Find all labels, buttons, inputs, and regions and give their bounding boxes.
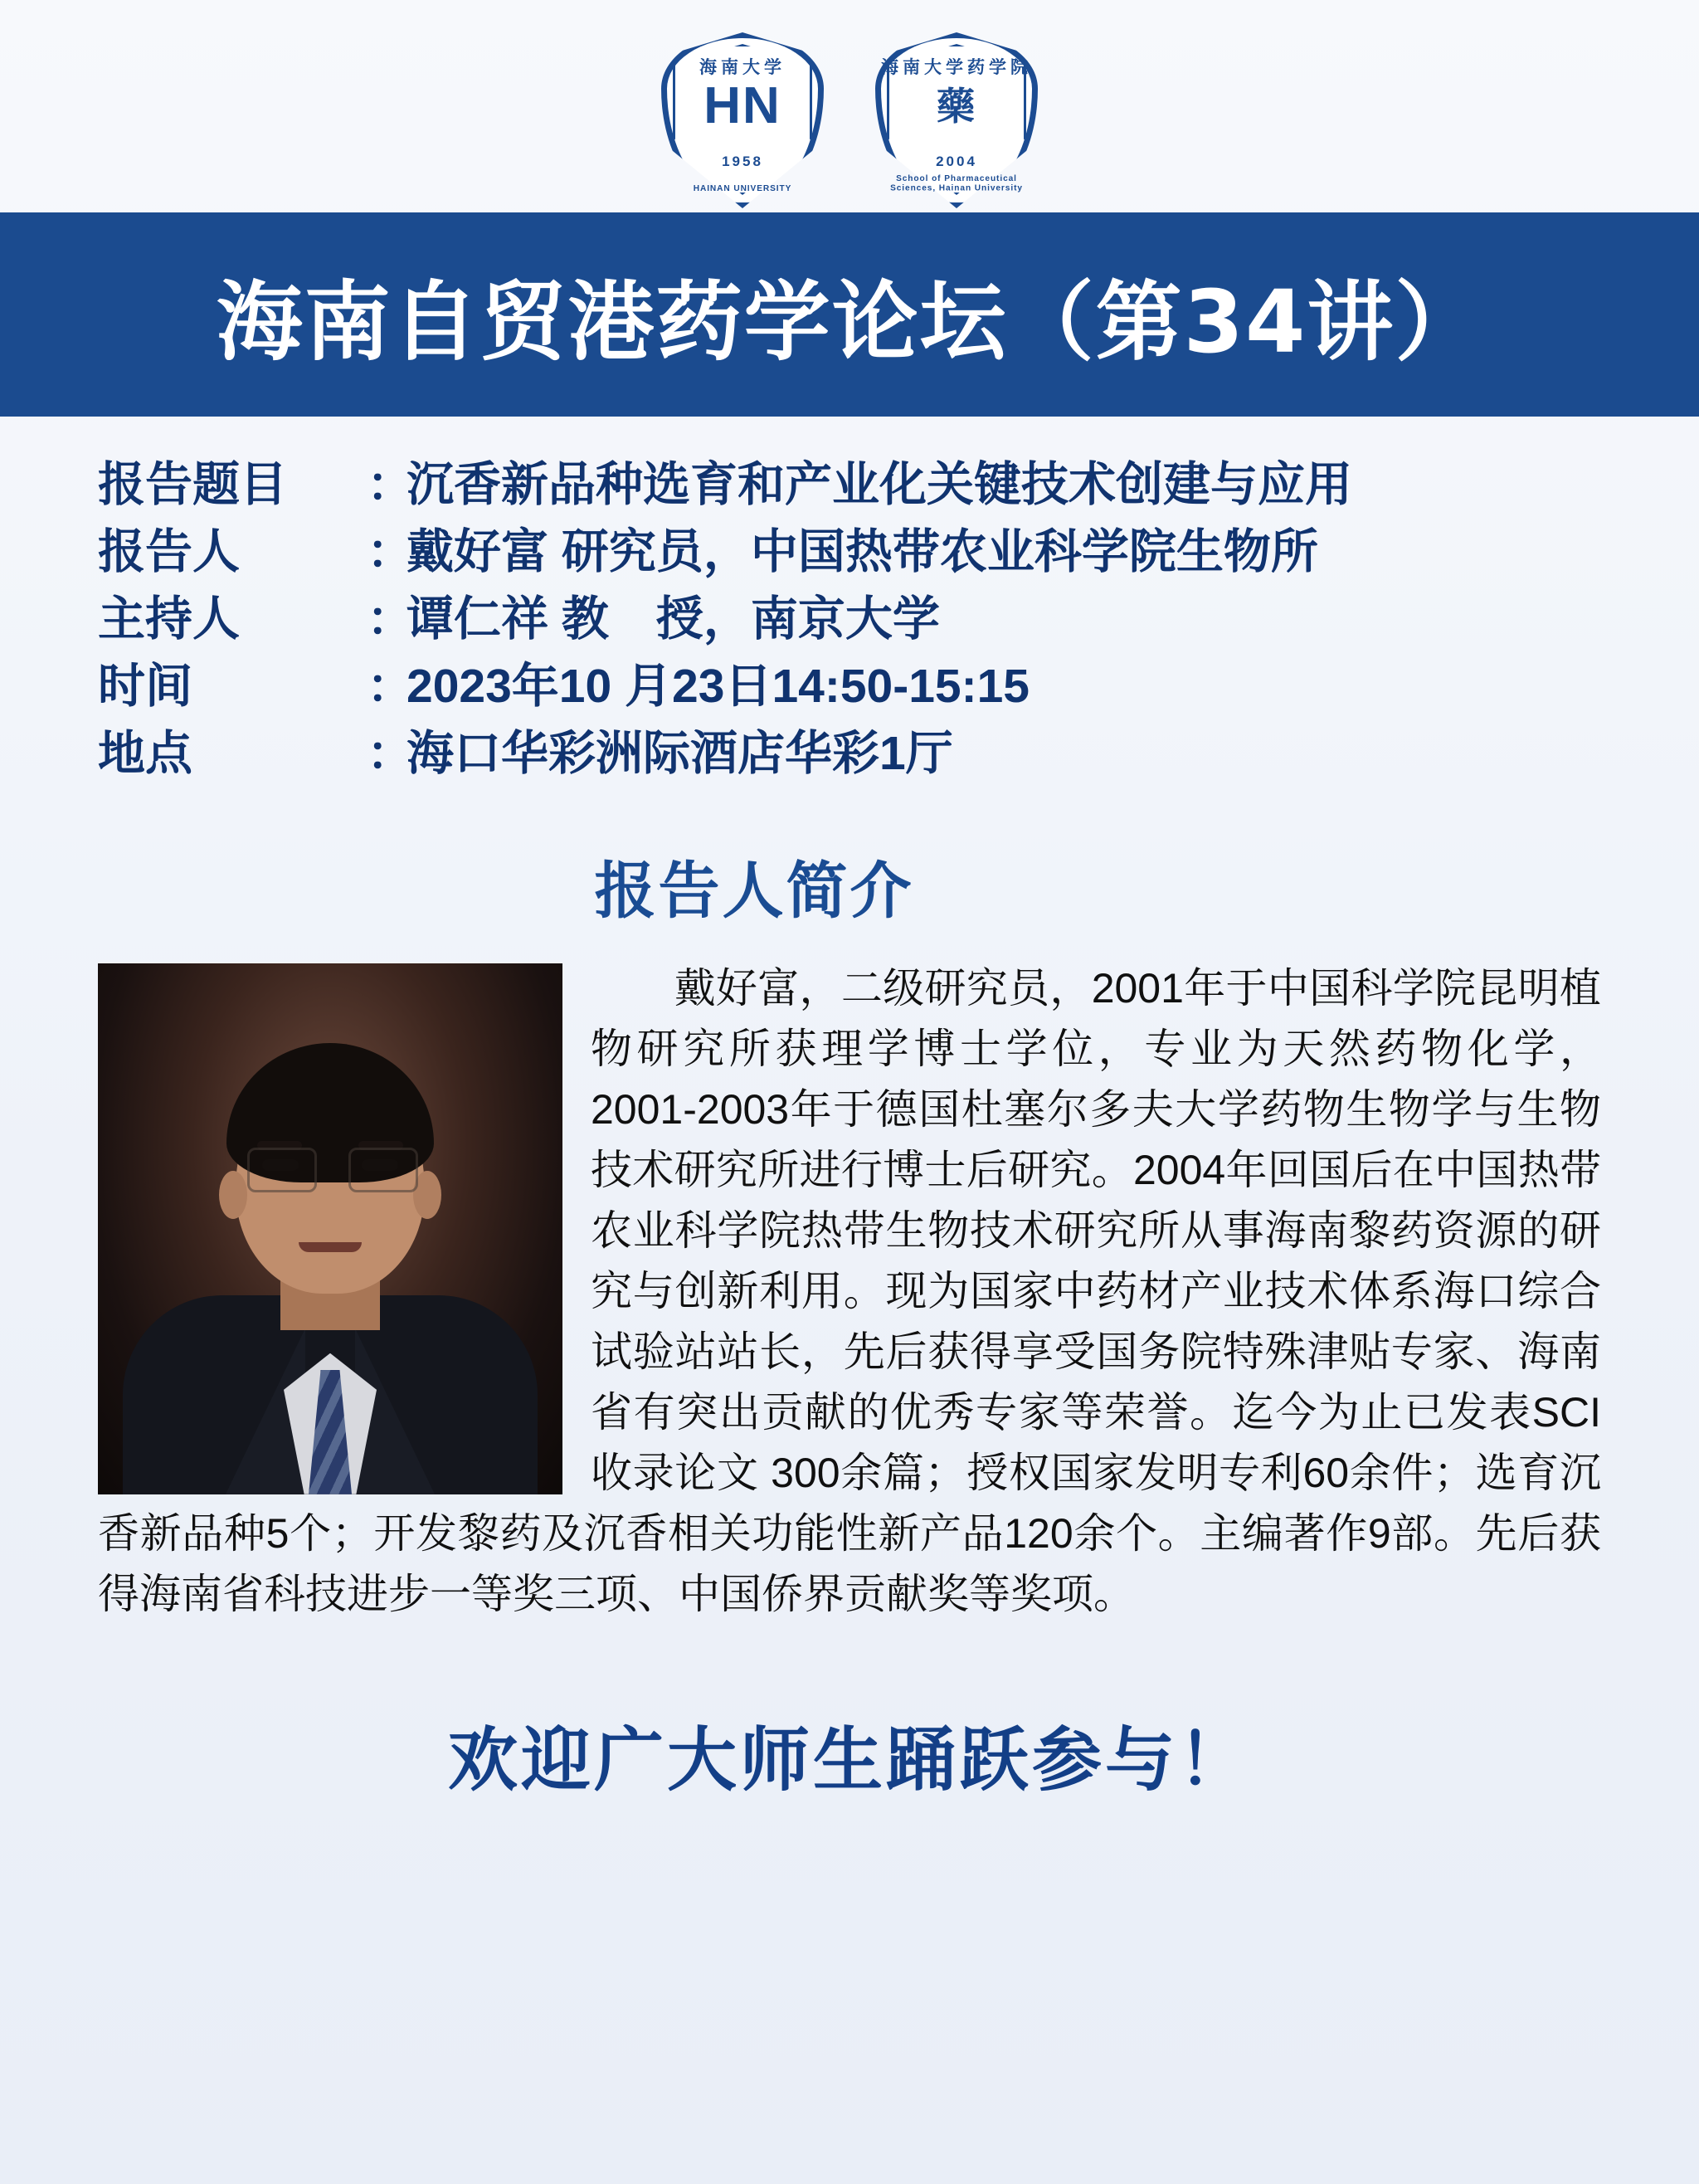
portrait-ear-left	[219, 1171, 247, 1219]
info-label-text: 时间	[98, 659, 192, 713]
portrait-eye-right	[362, 1159, 398, 1171]
logo-monogram: HN	[703, 77, 781, 134]
portrait-eye-left	[262, 1159, 299, 1171]
logo-arc-bottom-text: School of Pharmaceutical Sciences, Hainan University	[890, 173, 1023, 193]
info-label	[98, 519, 414, 586]
info-label-colon: ：	[367, 659, 414, 713]
info-label-text: 报告人	[98, 524, 240, 578]
info-row-venue	[98, 720, 1601, 787]
info-row-topic	[98, 451, 1601, 519]
info-label-colon: ：	[367, 592, 414, 646]
info-label	[98, 451, 414, 519]
info-label	[98, 720, 414, 787]
info-row-time	[98, 653, 1601, 720]
bio-section	[0, 958, 1699, 1625]
info-label-text: 主持人	[98, 592, 240, 646]
bio-text: 戴好富，二级研究员，2001年于中国科学院昆明植物研究所获理学博士学位，专业为天然药物化学，2001-2003年于德国杜塞尔多夫大学药物生物学与生物技术研究所进行博士后研究。2004年回国后在中国热带农业科学院热带生物技术研究所从事海南黎药资源的研究与创新利用。现为国家中药材产业技术体系海口综合试验站站长，先后获得享受国务院特殊津贴专家、海南省有突出贡献的优秀专家等荣誉。迄今为止已发表SCI收录论文 300余篇；授权国家发明专利60余件；选育沉香新品种5个；开发黎药及沉香相关功能性新产品120余个。主编著作9部。先后获得海南省科技进步一等奖三项、中国侨界贡献奖等奖项。	[98, 964, 1601, 1617]
info-row-host	[98, 586, 1601, 653]
info-value: 沉香新品种选育和产业化关键技术创建与应用	[406, 458, 1352, 511]
info-value: 戴好富 研究员，中国热带农业科学院生物所	[406, 524, 1318, 578]
info-label-text: 报告题目	[98, 458, 287, 511]
info-label-colon: ：	[367, 524, 414, 578]
page-title: 海南自贸港药学论坛（第34讲）	[216, 271, 1483, 373]
info-label-colon: ：	[367, 726, 414, 780]
logo-arc-bottom-text: HAINAN UNIVERSITY	[693, 183, 792, 193]
info-label-colon: ：	[367, 458, 414, 511]
info-value: 谭仁祥 教 授，南京大学	[406, 592, 940, 646]
info-label	[98, 586, 414, 653]
logo-row	[0, 0, 1699, 212]
info-value: 2023年10 月23日14:50-15:15	[406, 659, 1030, 713]
school-of-pharmaceutical-sciences-logo	[875, 32, 1038, 208]
call-to-action: 欢迎广大师生踊跃参与！	[447, 1720, 1251, 1799]
event-info-block	[0, 417, 1699, 787]
portrait-mouth	[299, 1242, 362, 1252]
logo-arc-top-text: 海南大学药学院	[881, 58, 1032, 77]
title-band	[0, 212, 1699, 417]
logo-year: 1958	[722, 154, 763, 169]
info-label	[98, 653, 414, 720]
bio-heading: 报告人简介	[594, 856, 914, 925]
logo-monogram: 藥	[937, 85, 976, 128]
info-row-speaker	[98, 519, 1601, 586]
info-value: 海口华彩洲际酒店华彩1厅	[406, 726, 953, 780]
hainan-university-logo	[661, 32, 824, 208]
logo-arc-top-text: 海南大学	[699, 58, 786, 77]
info-label-text: 地点	[98, 726, 192, 780]
speaker-portrait	[98, 963, 562, 1494]
logo-year: 2004	[936, 154, 977, 169]
